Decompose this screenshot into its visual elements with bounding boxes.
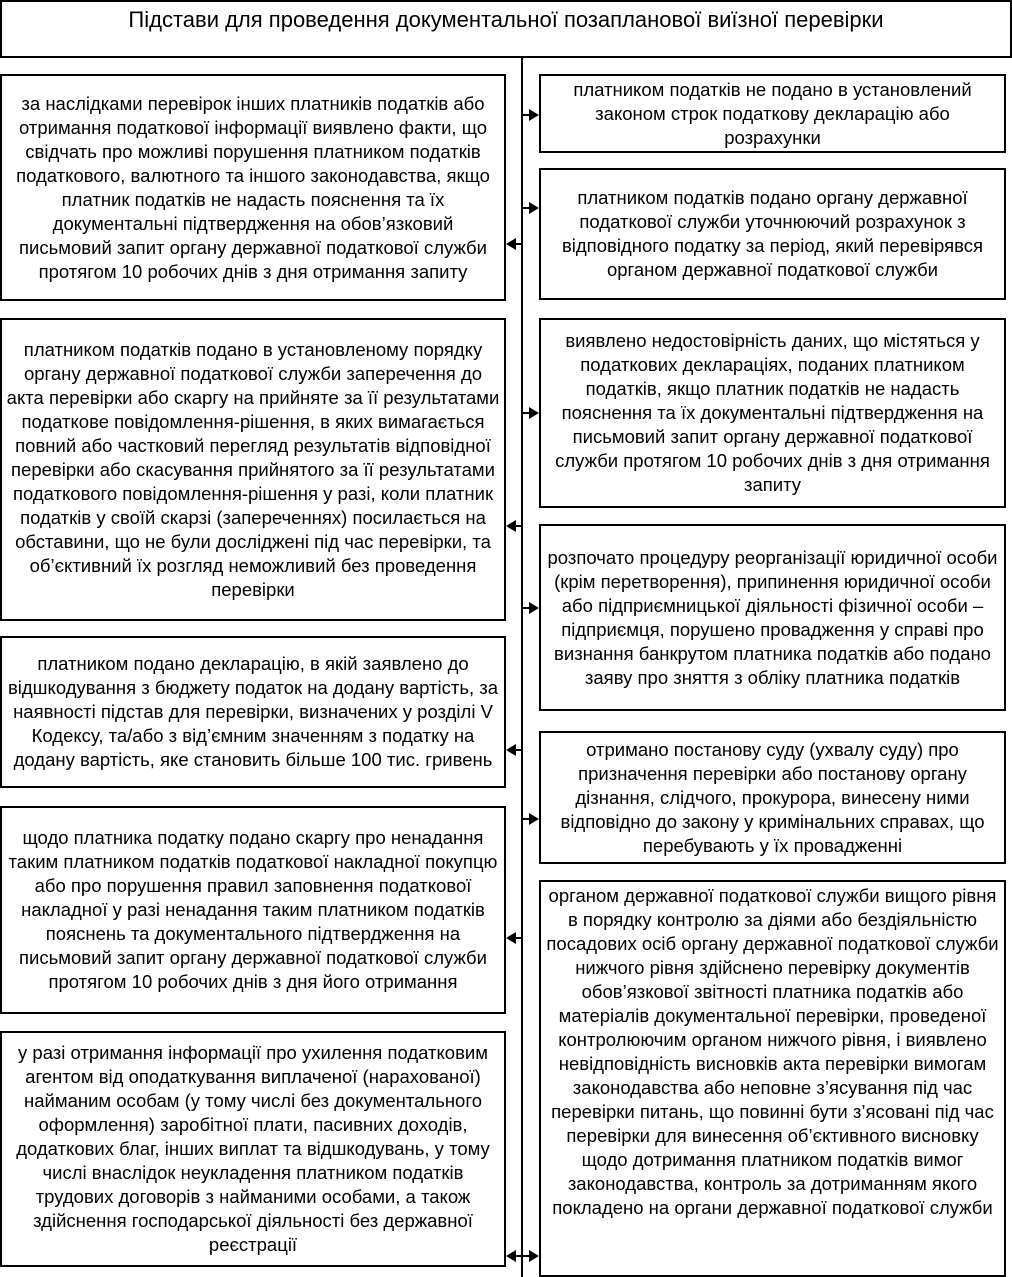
- right-box-3: виявлено недостовірність даних, що містяться у податкових деклараціях, поданих платником податків, якщо платник податків не надасть пояснення та їх документальні підтвердження на письмовий запит органу державної податкової служби протягом 10 робочих днів з дня отримання запиту: [539, 318, 1006, 508]
- left-box-3: платником подано декларацію, в якій заявлено до відшкодування з бюджету податок на додану вартість, за наявності підстав для перевірки, визначених у розділі V Кодексу, та/або з від’ємним значенням з податку на додану вартість, яке становить більше 100 тис. гривень: [0, 636, 506, 788]
- right-box-5: отримано постанову суду (ухвалу суду) про призначення перевірки або постанову органу дізнання, слідчого, прокурора, винесену ними відповідно до закону у кримінальних справах, що перебувають у їх провадженні: [539, 731, 1006, 864]
- right-box-1: платником податків не подано в установлений законом строк податкову декларацію або розрахунки: [539, 74, 1006, 153]
- arrow-left-4: [506, 932, 516, 944]
- right-box-2: платником податків подано органу державної податкової служби уточнюючий розрахунок з відповідного податку за період, який перевірявся органом державної податкової служби: [539, 168, 1006, 300]
- arrow-left-2: [506, 520, 516, 532]
- arrow-right-2: [529, 202, 539, 214]
- arrow-right-6: [529, 1250, 539, 1262]
- left-box-2: платником податків подано в установленому порядку органу державної податкової служби заперечення до акта перевірки або скаргу на прийняте за її результатами податкове повідомлення-рішення, в яких вимагається повний або частковий перегляд результатів відповідної перевірки або скасування прийнятого за її результатами податкового повідомлення-рішення у разі, коли платник податків у своїй скарзі (запереченнях) посилається на обставини, що не були досліджені під час перевірки, та об’єктивний їх розгляд неможливий без проведення перевірки: [0, 318, 506, 621]
- right-box-6: органом державної податкової служби вищого рівня в порядку контролю за діями або бездіяльністю посадових осіб органу державної податкової служби нижчого рівня здійснено перевірку документів обов’язкової звітності платника податків або матеріалів документальної перевірки, проведеної контролюючим органом нижчого рівня, і виявлено невідповідність висновків акта перевірки вимогам законодавства або неповне з’ясування під час перевірки питань, що повинні бути з’ясовані під час перевірки для винесення об’єктивного висновку щодо дотримання платником податків вимог законодавства, контроль за дотриманням якого покладено на органи державної податкової служби: [539, 880, 1006, 1277]
- arrow-right-1: [529, 109, 539, 121]
- arrow-left-5: [506, 1250, 516, 1262]
- left-box-1: за наслідками перевірок інших платників податків або отримання податкової інформації виявлено факти, що свідчать про можливі порушення платником податків податкового, валютного та іншого законодавства, якщо платник податків не надасть пояснення та їх документальні підтвердження на обов’язковий письмовий запит органу державної податкової служби протягом 10 робочих днів з дня отримання запиту: [0, 74, 506, 301]
- arrow-left-1: [506, 238, 516, 250]
- left-box-5: у разі отримання інформації про ухилення податковим агентом від оподаткування виплаченої (нарахованої) найманим особам (у тому числі без документального оформлення) заробітної плати, пасивних доходів, додаткових благ, інших виплат та відшкодувань, у тому числі внаслідок неукладення платником податків трудових договорів з найманими особами, а також здійснення господарської діяльності без державної реєстрації: [0, 1031, 506, 1267]
- left-box-4: щодо платника податку подано скаргу про ненадання таким платником податків податкової накладної покупцю або про порушення правил заповнення податкової накладної у разі ненадання таким платником податків пояснень та документального підтвердження на письмовий запит органу державної податкової служби протягом 10 робочих днів з дня його отримання: [0, 806, 506, 1014]
- arrow-right-3: [529, 407, 539, 419]
- arrow-right-4: [529, 602, 539, 614]
- diagram-title: Підстави для проведення документальної позапланової виїзної перевірки: [0, 0, 1012, 58]
- arrow-left-3: [506, 744, 516, 756]
- connector-left-1: [516, 243, 522, 245]
- connector-left-5: [516, 1255, 522, 1257]
- right-box-4: розпочато процедуру реорганізації юридичної особи (крім перетворення), припинення юридичної особи або підприємницької діяльності фізичної особи – підприємця, порушено провадження у справі про визнання банкрутом платника податків або подано заяву про зняття з обліку платника податків: [539, 524, 1006, 711]
- connector-left-4: [516, 937, 522, 939]
- connector-spine: [521, 57, 523, 1277]
- arrow-right-5: [529, 813, 539, 825]
- connector-left-2: [516, 525, 522, 527]
- connector-left-3: [516, 749, 522, 751]
